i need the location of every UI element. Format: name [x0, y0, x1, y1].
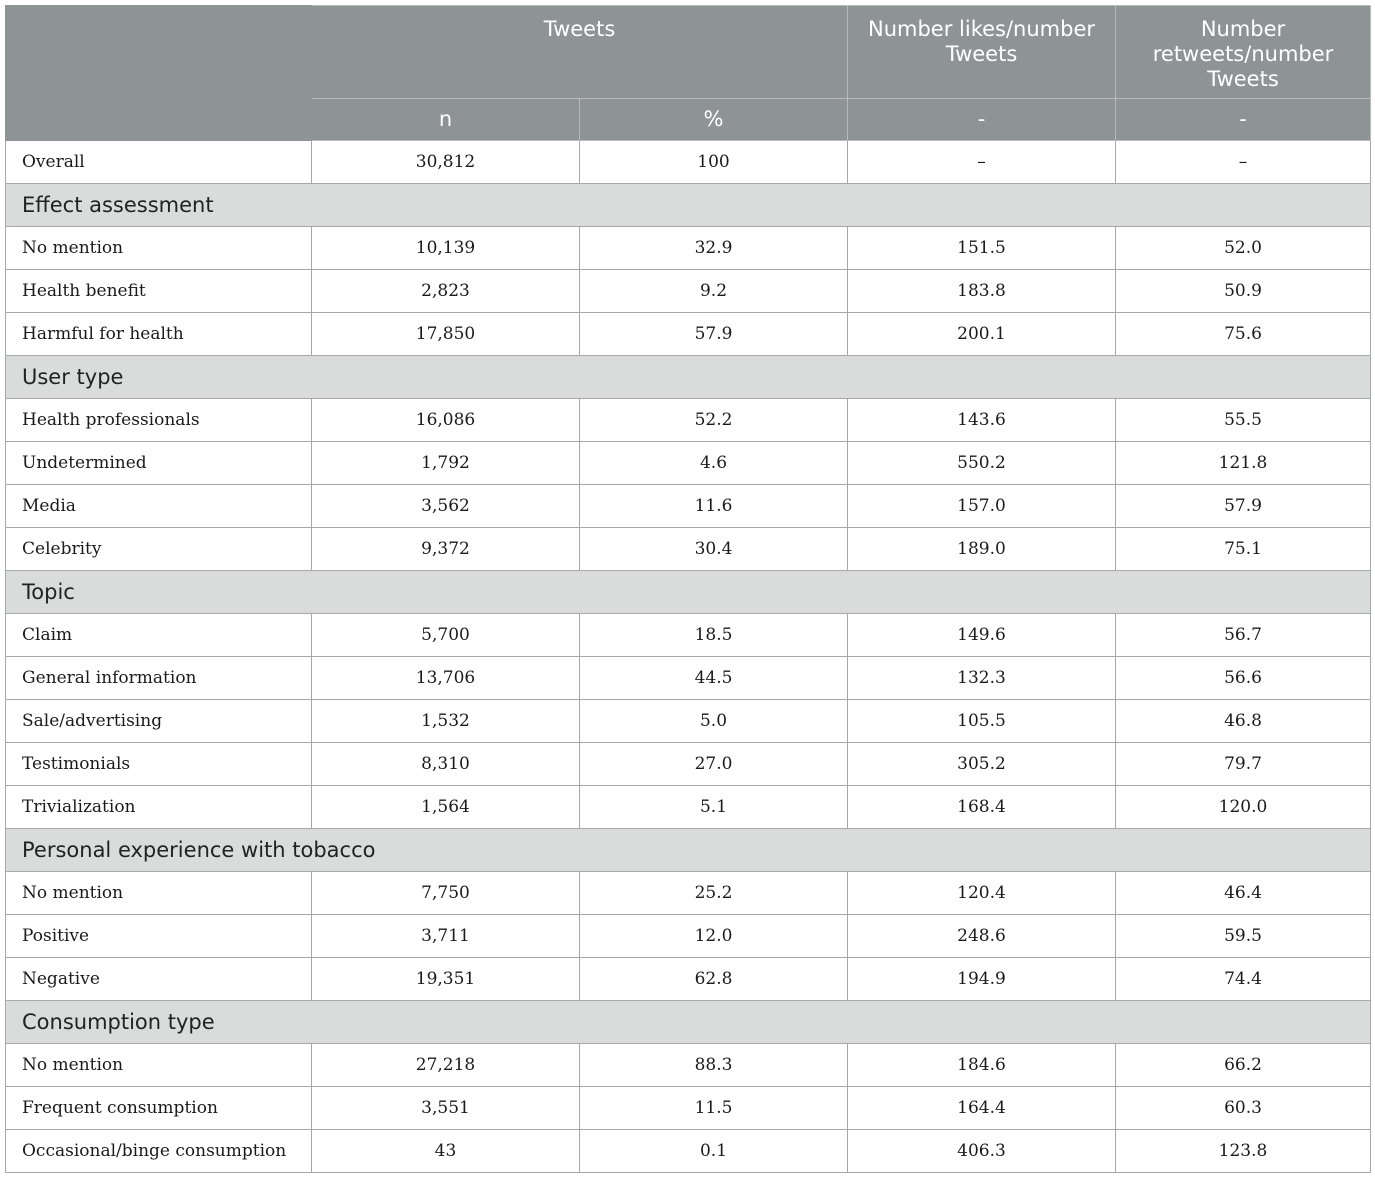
cell-n: 8,310 [312, 743, 580, 786]
cell-n: 27,218 [312, 1044, 580, 1087]
cell-retweets: 123.8 [1116, 1130, 1371, 1173]
table-row [6, 442, 1371, 485]
cell-n: 3,551 [312, 1087, 580, 1130]
cell-n: 5,700 [312, 614, 580, 657]
section-header [6, 829, 1371, 872]
cell-likes: 105.5 [848, 700, 1116, 743]
cell-retweets: 56.7 [1116, 614, 1371, 657]
cell-retweets: 75.6 [1116, 313, 1371, 356]
cell-likes: 189.0 [848, 528, 1116, 571]
cell-retweets: 60.3 [1116, 1087, 1371, 1130]
row-label: Trivialization [6, 786, 312, 829]
table-row [6, 528, 1371, 571]
cell-pct: 32.9 [580, 227, 848, 270]
cell-likes: – [848, 141, 1116, 184]
section-title: Consumption type [6, 1001, 1371, 1044]
row-label: General information [6, 657, 312, 700]
cell-retweets: 74.4 [1116, 958, 1371, 1001]
cell-pct: 44.5 [580, 657, 848, 700]
table-row-overall [6, 141, 1371, 184]
cell-pct: 0.1 [580, 1130, 848, 1173]
section-title: Effect assessment [6, 184, 1371, 227]
cell-retweets: 75.1 [1116, 528, 1371, 571]
table-body [6, 141, 1371, 1173]
cell-retweets: 79.7 [1116, 743, 1371, 786]
section-header [6, 571, 1371, 614]
table-row [6, 1130, 1371, 1173]
cell-pct: 25.2 [580, 872, 848, 915]
row-label: No mention [6, 227, 312, 270]
cell-retweets: 46.8 [1116, 700, 1371, 743]
header-retweets: Number retweets/number Tweets [1116, 6, 1371, 99]
table-row [6, 227, 1371, 270]
table-row [6, 657, 1371, 700]
row-label: Frequent consumption [6, 1087, 312, 1130]
section-title: User type [6, 356, 1371, 399]
header-likes: Number likes/number Tweets [848, 6, 1116, 99]
header-pct: % [580, 99, 848, 141]
cell-pct: 100 [580, 141, 848, 184]
section-title: Personal experience with tobacco [6, 829, 1371, 872]
cell-likes: 164.4 [848, 1087, 1116, 1130]
cell-retweets: 56.6 [1116, 657, 1371, 700]
cell-n: 1,564 [312, 786, 580, 829]
cell-pct: 52.2 [580, 399, 848, 442]
cell-pct: 62.8 [580, 958, 848, 1001]
table-row [6, 270, 1371, 313]
results-table [5, 5, 1371, 1173]
cell-retweets: 52.0 [1116, 227, 1371, 270]
cell-retweets: – [1116, 141, 1371, 184]
cell-pct: 5.1 [580, 786, 848, 829]
header-row-main [6, 6, 1371, 99]
row-label: Positive [6, 915, 312, 958]
table-row [6, 915, 1371, 958]
cell-retweets: 50.9 [1116, 270, 1371, 313]
cell-pct: 11.6 [580, 485, 848, 528]
cell-pct: 4.6 [580, 442, 848, 485]
cell-n: 3,711 [312, 915, 580, 958]
table-row [6, 313, 1371, 356]
cell-pct: 57.9 [580, 313, 848, 356]
table-row [6, 743, 1371, 786]
section-header [6, 184, 1371, 227]
header-retweets-sub: - [1116, 99, 1371, 141]
cell-pct: 30.4 [580, 528, 848, 571]
cell-retweets: 66.2 [1116, 1044, 1371, 1087]
header-stub [6, 6, 312, 141]
cell-n: 19,351 [312, 958, 580, 1001]
cell-retweets: 57.9 [1116, 485, 1371, 528]
cell-n: 17,850 [312, 313, 580, 356]
section-header [6, 1001, 1371, 1044]
row-label: Testimonials [6, 743, 312, 786]
cell-likes: 248.6 [848, 915, 1116, 958]
cell-n: 30,812 [312, 141, 580, 184]
cell-n: 13,706 [312, 657, 580, 700]
row-label: No mention [6, 872, 312, 915]
cell-likes: 151.5 [848, 227, 1116, 270]
cell-pct: 5.0 [580, 700, 848, 743]
row-label: Occasional/binge consumption [6, 1130, 312, 1173]
cell-n: 1,792 [312, 442, 580, 485]
cell-pct: 12.0 [580, 915, 848, 958]
row-label: Health benefit [6, 270, 312, 313]
table-row [6, 786, 1371, 829]
header-likes-sub: - [848, 99, 1116, 141]
cell-retweets: 46.4 [1116, 872, 1371, 915]
row-label: Media [6, 485, 312, 528]
cell-n: 9,372 [312, 528, 580, 571]
cell-pct: 88.3 [580, 1044, 848, 1087]
cell-retweets: 121.8 [1116, 442, 1371, 485]
cell-likes: 157.0 [848, 485, 1116, 528]
row-label: Celebrity [6, 528, 312, 571]
table-row [6, 1087, 1371, 1130]
table-row [6, 614, 1371, 657]
table-row [6, 872, 1371, 915]
cell-pct: 27.0 [580, 743, 848, 786]
table-row [6, 1044, 1371, 1087]
cell-likes: 184.6 [848, 1044, 1116, 1087]
cell-pct: 11.5 [580, 1087, 848, 1130]
cell-n: 2,823 [312, 270, 580, 313]
section-title: Topic [6, 571, 1371, 614]
cell-likes: 200.1 [848, 313, 1116, 356]
cell-retweets: 59.5 [1116, 915, 1371, 958]
row-label: Sale/advertising [6, 700, 312, 743]
cell-n: 3,562 [312, 485, 580, 528]
cell-n: 10,139 [312, 227, 580, 270]
table-header [6, 6, 1371, 141]
cell-likes: 120.4 [848, 872, 1116, 915]
table-row [6, 485, 1371, 528]
row-label: Claim [6, 614, 312, 657]
table-row [6, 958, 1371, 1001]
cell-likes: 149.6 [848, 614, 1116, 657]
cell-n: 16,086 [312, 399, 580, 442]
cell-pct: 18.5 [580, 614, 848, 657]
cell-likes: 183.8 [848, 270, 1116, 313]
cell-likes: 550.2 [848, 442, 1116, 485]
row-label: Negative [6, 958, 312, 1001]
cell-pct: 9.2 [580, 270, 848, 313]
row-label: Undetermined [6, 442, 312, 485]
cell-n: 43 [312, 1130, 580, 1173]
cell-n: 7,750 [312, 872, 580, 915]
header-tweets: Tweets [312, 6, 848, 99]
section-header [6, 356, 1371, 399]
table-row [6, 399, 1371, 442]
cell-retweets: 120.0 [1116, 786, 1371, 829]
cell-likes: 143.6 [848, 399, 1116, 442]
row-label: Harmful for health [6, 313, 312, 356]
row-label: No mention [6, 1044, 312, 1087]
cell-likes: 194.9 [848, 958, 1116, 1001]
header-n: n [312, 99, 580, 141]
cell-likes: 406.3 [848, 1130, 1116, 1173]
row-label: Health professionals [6, 399, 312, 442]
table-row [6, 700, 1371, 743]
row-label: Overall [6, 141, 312, 184]
cell-retweets: 55.5 [1116, 399, 1371, 442]
cell-likes: 305.2 [848, 743, 1116, 786]
cell-likes: 168.4 [848, 786, 1116, 829]
cell-n: 1,532 [312, 700, 580, 743]
cell-likes: 132.3 [848, 657, 1116, 700]
